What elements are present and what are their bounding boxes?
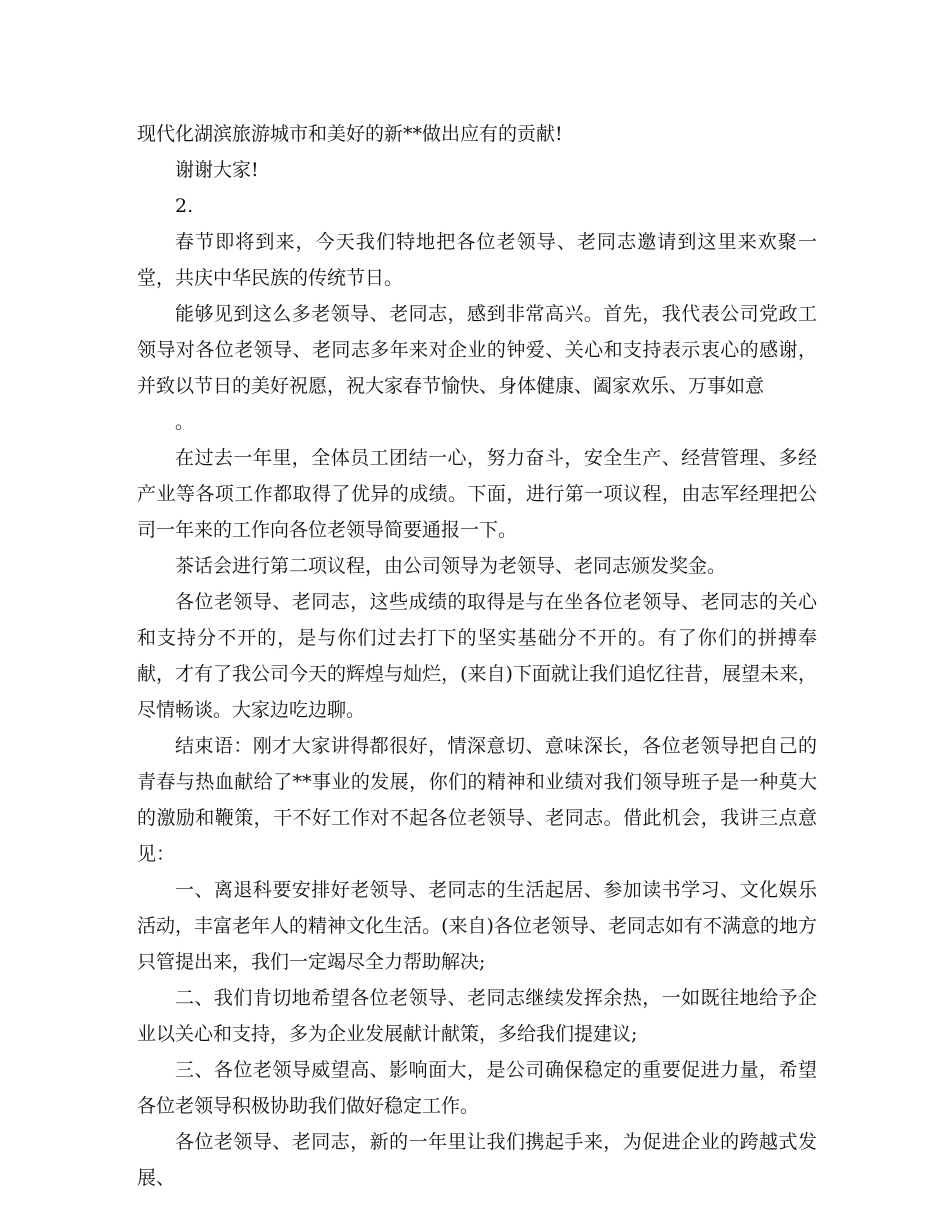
paragraph: 现代化湖滨旅游城市和美好的新**做出应有的贡献! [137, 123, 563, 145]
paragraph: 在过去一年里，全体员工团结一心，努力奋斗，安全生产、经营管理、多经产业等各项工作都取得了优异的成绩。下面，进行第一项议程，由志军经理把公司一年来的工作向各位老领导简要通报一下。 [137, 447, 817, 541]
paragraph: 茶话会进行第二项议程，由公司领导为老领导、老同志颁发奖金。 [175, 555, 727, 577]
paragraph: 能够见到这么多老领导、老同志，感到非常高兴。首先，我代表公司党政工领导对各位老领导、老同志多年来对企业的钟爱、关心和支持表示衷心的感谢，并致以节日的美好祝愿，祝大家春节愉快、身体健康、阖家欢乐、万事如意 [137, 303, 817, 397]
document-body [137, 116, 817, 1196]
paragraph: 二、我们肯切地希望各位老领导、老同志继续发挥余热，一如既往地给予企业以关心和支持，多为企业发展献计献策，多给我们提建议; [137, 987, 817, 1045]
paragraph: 各位老领导、老同志，这些成绩的取得是与在坐各位老领导、老同志的关心和支持分不开的，是与你们过去打下的坚实基础分不开的。有了你们的拼搏奉献，才有了我公司今天的辉煌与灿烂，(来自)下面就让我们追忆往昔，展望未来，尽情畅谈。大家边吃边聊。 [137, 591, 817, 721]
paragraph: 各位老领导、老同志，新的一年里让我们携起手来，为促进企业的跨越式发展、 [137, 1131, 817, 1189]
paragraph: 三、各位老领导威望高、影响面大，是公司确保稳定的重要促进力量，希望各位老领导积极协助我们做好稳定工作。 [137, 1059, 817, 1117]
paragraph: 一、离退科要安排好老领导、老同志的生活起居、参加读书学习、文化娱乐活动，丰富老年人的精神文化生活。(来自)各位老领导、老同志如有不满意的地方只管提出来，我们一定竭尽全力帮助解决; [137, 879, 817, 973]
paragraph: 谢谢大家! [175, 159, 259, 181]
paragraph: 2. [175, 195, 194, 217]
paragraph: 结束语：刚才大家讲得都很好，情深意切、意味深长，各位老领导把自己的青春与热血献给了**事业的发展，你们的精神和业绩对我们领导班子是一种莫大的激励和鞭策，干不好工作对不起各位老领导、老同志。借此机会，我讲三点意见： [137, 735, 817, 865]
paragraph: 春节即将到来，今天我们特地把各位老领导、老同志邀请到这里来欢聚一堂，共庆中华民族的传统节日。 [137, 231, 817, 289]
paragraph: 。 [175, 411, 195, 433]
